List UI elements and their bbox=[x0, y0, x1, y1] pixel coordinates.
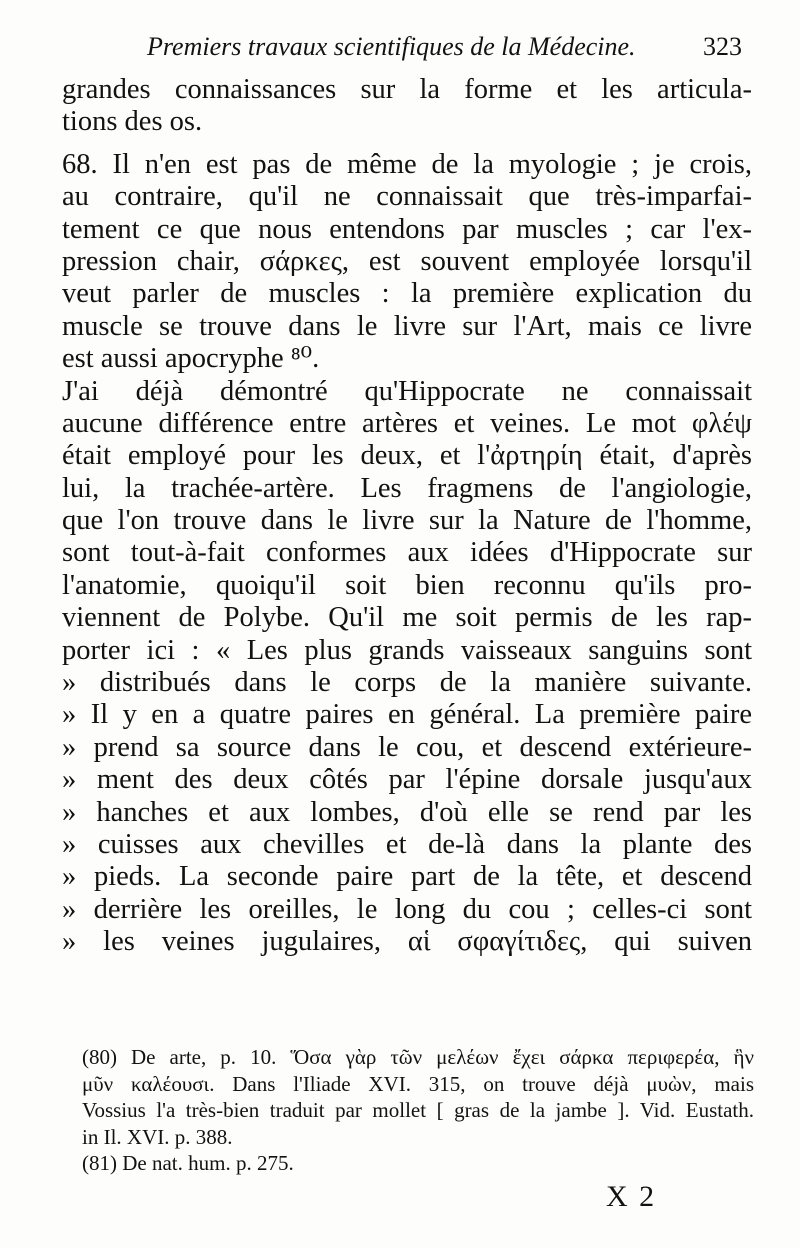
paragraph-68-line: 68. Il n'en est pas de même de la myologie ; je crois, bbox=[62, 148, 752, 180]
body-line: tement ce que nous entendons par muscles ; car l'ex- bbox=[62, 213, 752, 245]
page-header bbox=[62, 30, 742, 70]
footnote-80-line: Vossius l'a très-bien traduit par mollet [ gras de la jambe ]. Vid. Eustath. bbox=[82, 1098, 754, 1122]
body-line: » Il y en a quatre paires en général. La première paire bbox=[62, 699, 752, 731]
body-line: pression chair, σάρκες, est souvent employée lorsqu'il bbox=[62, 245, 752, 277]
body-line: grandes connaissances sur la forme et les articula- bbox=[62, 74, 752, 105]
body-line: viennent de Polybe. Qu'il me soit permis de les rap- bbox=[62, 602, 752, 634]
footnote-80-line: μῦν καλέουσι. Dans l'Iliade XVI. 315, on trouve déjà μυὼν, mais bbox=[82, 1071, 754, 1096]
body-line: » hanches et aux lombes, d'où elle se rend par les bbox=[62, 796, 752, 828]
body-line: est aussi apocryphe ⁸⁰. bbox=[62, 343, 320, 375]
footnote-80-line: in Il. XVI. p. 388. bbox=[82, 1124, 233, 1149]
body-line: que l'on trouve dans le livre sur la Nature de l'homme, bbox=[62, 505, 752, 537]
body-text bbox=[62, 74, 752, 959]
body-line: porter ici : « Les plus grands vaisseaux sanguins sont bbox=[62, 634, 752, 666]
footnotes bbox=[82, 1044, 754, 1177]
footnote-81-line: (81) De nat. hum. p. 275. bbox=[82, 1151, 294, 1175]
body-line: aucune différence entre artères et veines. Le mot φλέψ bbox=[62, 407, 752, 439]
body-line: » cuisses aux chevilles et de-là dans la plante des bbox=[62, 828, 752, 860]
body-line: » distribués dans le corps de la manière suivante. bbox=[62, 667, 752, 699]
footnote-80-line: (80) De arte, p. 10. Ὅσα γὰρ τῶν μελέων ἔχει σάρκα περιφερέα, ἣν bbox=[82, 1045, 754, 1069]
signature-mark: X 2 bbox=[606, 1180, 657, 1213]
body-line: » les veines jugulaires, αἱ σφαγίτιδες, qui suiven bbox=[62, 926, 752, 958]
body-line: » ment des deux côtés par l'épine dorsale jusqu'aux bbox=[62, 764, 752, 796]
body-line: » prend sa source dans le cou, et descend extérieure- bbox=[62, 731, 752, 763]
running-title: Premiers travaux scientifiques de la Médecine. bbox=[147, 32, 636, 61]
body-line: J'ai déjà démontré qu'Hippocrate ne connaissait bbox=[62, 375, 752, 407]
body-line: lui, la trachée-artère. Les fragmens de l'angiologie, bbox=[62, 472, 752, 504]
body-line: sont tout-à-fait conformes aux idées d'Hippocrate sur bbox=[62, 537, 752, 569]
body-line: était employé pour les deux, et l'ἀρτηρίη était, d'après bbox=[62, 440, 752, 472]
body-line: au contraire, qu'il ne connaissait que très-imparfai- bbox=[62, 181, 752, 213]
body-line: tions des os. bbox=[62, 106, 203, 138]
body-line: » pieds. La seconde paire part de la tête, et descend bbox=[62, 861, 752, 893]
page-number: 323 bbox=[703, 32, 742, 61]
body-line: muscle se trouve dans le livre sur l'Art, mais ce livre bbox=[62, 310, 752, 342]
body-line: l'anatomie, quoiqu'il soit bien reconnu qu'ils pro- bbox=[62, 569, 752, 601]
body-line: » derrière les oreilles, le long du cou ; celles-ci sont bbox=[62, 893, 752, 925]
body-line: veut parler de muscles : la première explication du bbox=[62, 278, 752, 310]
